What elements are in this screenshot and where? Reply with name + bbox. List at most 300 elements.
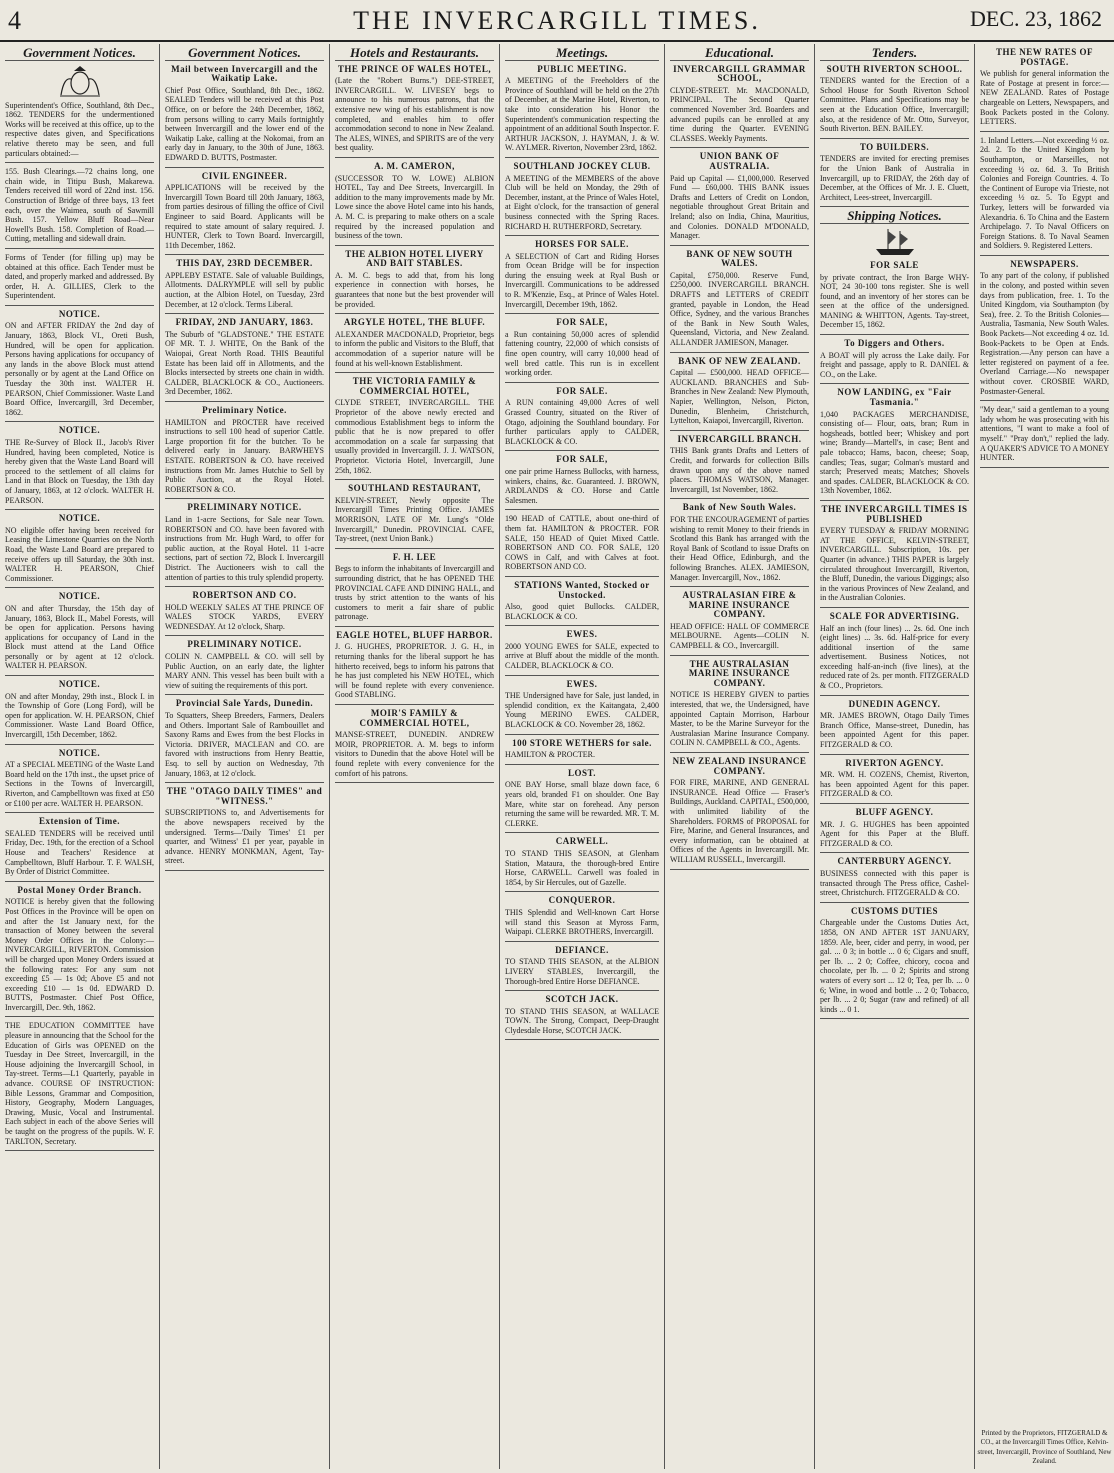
divider [165,635,324,636]
advert-body: (Late the "Robert Burns.") DEE-STREET, INVERCARGILL. W. LIVESEY begs to announce to his numerous patrons, that the extensive new wing of his establishment is now completed, and enables him to offer accommodation second to none in New Zealand. The ALES, WINES, and SPIRITS are of the very best quality. [335,76,494,153]
advert-heading: Provincial Sale Yards, Dunedin. [175,698,314,709]
divider [335,704,494,705]
advert-heading: CANTERBURY AGENCY. [837,856,952,867]
advert-block [165,787,324,871]
divider [820,695,969,696]
divider [980,467,1109,468]
divider [505,832,659,833]
advert-body: Paid up Capital — £1,000,000. Reserved Fund — £60,000. THIS BANK issues Drafts and Letters of Credit on London, negotiable throughout Great Britain and Ireland; also on India, China, Mauritius, and Colonies. DONALD M'DONALD, Manager. [670,173,809,241]
advert-block [505,896,659,941]
divider [820,803,969,804]
advert-heading: Mail between Invercargill and the Waikatip Lake. [171,63,318,84]
divider [5,1016,154,1017]
advert-block [335,631,494,705]
advert-body: A RUN containing 49,000 Acres of well Grassed Country, situated on the River of Otago, adjoining the Southland boundary. For further particulars apply to CALDER, BLACKLOCK & CO. [505,398,659,446]
advert-block [505,318,659,383]
section-heading: Educational. [670,48,809,61]
advert-body: Also, good quiet Bullocks. CALDER, BLACKLOCK & CO. [505,602,659,621]
divider [670,586,809,587]
advert-block [670,152,809,245]
divider [820,206,969,207]
divider [505,675,659,676]
advert-block [505,162,659,236]
advert-body: Begs to inform the inhabitants of Invercargill and surrounding district, that he has OPENED THE PROVINCIAL CAFE AND DINING HALL, and trusts by strict attention to the wants of his customers to merit a fair share of public patronage. [335,564,494,622]
advert-block [5,592,154,676]
advert-block [165,259,324,314]
advert-heading: THE PRINCE OF WALES HOTEL, [337,63,492,74]
advert-body: TENDERS wanted for the Erection of a School House for South Riverton School Committee. Plans and Specifications may be seen at the Education Office, Invercargill; also, at the residence of Mr. Otto, Surveyor, South Riverton. BEN. BAILEY. [820,76,969,134]
advert-body: 155. Bush Clearings.—72 chains long, one chain wide, in Titipu Bush, Makarewa. Tenders received till word of 22nd inst. 156. Construction of Bridge of three bays, 13 feet each, over the Waimea, south of Sawmill Bush. 157. Yellow Bluff Road—Near Howell's Bush. 158. Completion of Road.—Cutting, metalling and sidewall drain. [5,167,154,244]
notice-list [5,101,154,1152]
divider [165,694,324,695]
divider [980,255,1109,256]
divider [820,1018,969,1019]
section-heading: Shipping Notices. [820,211,969,224]
divider [5,881,154,882]
section-heading: Hotels and Restaurants. [335,48,494,61]
advert-heading: BANK OF NEW ZEALAND. [678,355,801,366]
advert-heading: Extension of Time. [39,816,120,827]
advert-heading: MOIR'S FAMILY & COMMERCIAL HOTEL, [359,708,470,728]
advert-heading: ROBERTSON AND CO. [192,590,297,601]
divider [165,782,324,783]
advert-heading: STATIONS Wanted, Stocked or Unstocked. [514,579,650,600]
advert-body: APPLEBY ESTATE. Sale of valuable Buildings, Allotments. DALRYMPLE will sell by public auction, at the Albion Hotel, on Tuesday, 23rd December, at 12 o'clock. Terms Liberal. [165,270,324,309]
divider [505,576,659,577]
advert-block [165,172,324,256]
advert-block [5,167,154,249]
advert-block [5,680,154,745]
advert-heading: EAGLE HOTEL, BLUFF HARBOR. [336,629,493,640]
advert-heading: AUSTRALASIAN FIRE & MARINE INSURANCE COMPANY. [682,590,797,620]
advert-block [165,65,324,168]
divider [505,990,659,991]
advert-heading: EWES. [566,629,598,640]
advert-block [820,65,969,139]
divider [165,498,324,499]
advert-body: The Suburb of "GLADSTONE." THE ESTATE OF MR. T. J. WHITE, On the Bank of the Waiopai, Great North Road. THIS Beautiful Estate has been laid off in Allotments, and the Blocks intersected by streets one chain in width. CALDER, BLACKLOCK & CO., Auctioneers. 3rd December, 1862. [165,329,324,397]
advert-heading: ARGYLE HOTEL, THE BLUFF. [343,317,486,328]
advert-body: Superintendent's Office, Southland, 8th Dec., 1862. TENDERS for the undermentioned Works will be received at this office, up to the respective dates given, and Specifications relative thereto may be seen, and full particulars obtained:— [5,100,154,158]
advert-heading: F. H. LEE [392,551,437,562]
divider [165,870,324,871]
advert-block [335,553,494,627]
advert-body: SUBSCRIPTIONS to, and Advertisements for the above newspapers received by the undersigned. Terms—'Daily Times' £1 per quarter, and 'Witness' £1 per year, payable in advance. HENRY MONKMAN, Agent, Tay-street. [165,808,324,866]
divider [165,254,324,255]
advert-body: A SELECTION of Cart and Riding Horses from Ocean Bridge will be for inspection during the ensuing week at Ryal Bush or Invercargill. Communications to be addressed to R. M'Kenzie, Esq., at Prince of Wales Hotel. Invercargill, December 19th, 1862. [505,251,659,309]
divider [335,313,494,314]
advert-body: THIS Splendid and Well-known Cart Horse will stand this Season at Myross Farm, Waipapi. CLERKE BROTHERS, Invercargill. [505,907,659,937]
divider [820,902,969,903]
divider [670,869,809,870]
advert-block [820,143,969,208]
advert-block [820,612,969,696]
advert-body: 2000 YOUNG EWES for SALE, expected to arrive at Bluff about the middle of the month. CALDER, BLACKLOCK & CO. [505,641,659,671]
advert-heading: INVERCARGILL BRANCH. [677,433,802,444]
advert-body: TO STAND THIS SEASON, at Glenham Station, Mataura, the thorough-bred Entire Horse, CARWELL. Carwell was foaled in 1854, by Sir Hercules, out of Gazelle. [505,848,659,887]
divider [5,812,154,813]
divider [820,754,969,755]
advert-body: ONE BAY Horse, small blaze down face, 6 years old, branded F1 on shoulder. One Bay Mare, white star on forehead. Any person returning the same will be rewarded. MR. T. M. CLERKE. [505,780,659,828]
advert-block [335,377,494,480]
advert-block [505,995,659,1040]
divider [335,548,494,549]
columns [0,44,1114,1473]
advert-block [335,709,494,783]
advert-heading: 100 STORE WETHERS for sale. [512,737,652,748]
divider [505,235,659,236]
advert-block [165,640,324,695]
advert-heading: PRELIMINARY NOTICE. [187,502,302,513]
divider [505,941,659,942]
section-heading: Tenders. [820,48,969,61]
advert-heading: SOUTHLAND JOCKEY CLUB. [513,160,651,171]
advert-body: ON and after Monday, 29th inst., Block I. in the Township of Gore (Long Ford), will be open for application. W. H. PEARSON, Chief Commissioner. Waste Land Board Office, Invercargill, 15th December, 1862. [5,691,154,740]
advert-body: APPLICATIONS will be received by the Invercargill Town Board till 20th January, 1863, from parties desirous of filling the office of Civil Engineer to said Board. Applicants will be required to state amount of salary required. J. HUNTER, Clerk to Town Board. Invercargill, 11th December, 1862. [165,183,324,250]
divider [505,764,659,765]
advert-body: Capital, £750,000. Reserve Fund, £250,000. INVERCARGILL BRANCH. DRAFTS and LETTERS of CREDIT granted, payable in London, the Head Office, Sydney, and the various Branches of the Bank in New South Wales, Queensland, Victoria, and New Zealand. ALLANDER JAMIESON, Manager. [670,270,809,348]
advert-body: Land in 1-acre Sections, for Sale near Town. ROBERTSON and CO. have been favored with instructions from Mr. Hugh Ward, to offer for public auction, at the Royal Hotel. 11 1-acre sections, part of section 72, Block I. Invercargill District. The Auctioneers wish to call the attention of parties to this truly splendid property. [165,514,324,582]
advert-heading: CARWELL. [555,836,609,847]
divider [5,421,154,422]
advert-body: NOTICE IS HEREBY GIVEN to parties interested, that we, the Undersigned, have appointed Captain Morrison, Harbour Master, to be the Marine Surveyor for the Australasian Marine Insurance Company. COLIN N. CAMPBELL & CO., Agents. [670,690,809,748]
advert-block [5,886,154,1018]
advert-block [165,406,324,499]
advert-heading: UNION BANK OF AUSTRALIA. [699,151,780,171]
advert-heading: NOTICE. [58,425,101,436]
advert-body: To Squatters, Sheep Breeders, Farmers, Dealers and Others. Important Sale of Rambouillet and Saxony Rams and Ewes from the best Flocks in Victoria. DRIVER, MACLEAN and CO. are favored with instructions from Henry Beattie, Esq. to sell by auction on Wednesday, 7th January, 1863, at 12 o'clock. [165,711,324,778]
divider [505,1039,659,1040]
section-heading: Government Notices. [165,48,324,61]
advert-body: A MEETING of the MEMBERS of the above Club will be held on Monday, the 29th of December, instant, at the Prince of Wales Hotel, at Eight o'clock, for the transaction of general business connected with the Spring Races. RICHARD H. RUTHERFORD, Secretary. [505,173,659,231]
divider [670,147,809,148]
advert-heading: TO BUILDERS. [859,141,930,152]
advert-heading: Bank of New South Wales. [682,502,797,513]
advert-heading: CUSTOMS DUTIES [850,905,939,916]
advert-block [5,817,154,882]
advert-heading: LOST. [567,767,597,778]
column-7 [975,44,1114,1469]
advert-heading: Postal Money Order Branch. [17,884,142,895]
advert-heading: THE NEW RATES OF POSTAGE. [996,47,1093,67]
advert-block [5,1021,154,1151]
advert-body: HAMILTON & PROCTER. [505,750,596,760]
advert-list [820,261,969,1019]
advert-heading: NOTICE. [58,591,101,602]
divider [5,675,154,676]
advert-body: HAMILTON and PROCTER have received instructions to sell 100 head of superior Cattle. Large proportion fit for the butcher. To be delivered early in January. BARWHEYS ESTATE. ROBERTSON & CO. have received instructions from Mr. James Hutchie to Sell by Public Auction, at the Royal Hotel. ROBERTSON & CO. [165,417,324,494]
divider [820,852,969,853]
advert-heading: CIVIL ENGINEER. [201,170,288,181]
divider [505,313,659,314]
issue-date: DEC. 23, 1862 [970,6,1102,31]
advert-body: 190 HEAD of CATTLE, about one-third of them fat. HAMILTON & PROCTER. FOR SALE, 150 HEAD of Quiet Mixed Cattle. ROBERTSON AND CO. FOR SALE, 120 COWS in Calf, and with Calves at foot. ROBERTSON AND CO. [505,514,659,572]
advert-body: TO STAND THIS SEASON, at WALLACE TOWN. The Strong, Compact, Deep-Draught Clydesdale Horse, SCOTCH JACK. [505,1006,659,1035]
advert-block [165,591,324,636]
advert-heading: THE ALBION HOTEL LIVERY AND BAIT STABLES. [345,248,484,269]
advert-heading: HORSES FOR SALE. [535,239,629,250]
advert-block [5,426,154,510]
advert-body: by private contract, the Iron Barge WHY-NOT, 24 30-100 tons register. She is well found, and an inventory of her stores can be seen at the office of the undersigned. MANING & WHITTON, Agents. Tay-street, December 15, 1862. [820,272,969,330]
advert-block [335,318,494,373]
divider [670,752,809,753]
divider [5,162,154,163]
advert-block [505,837,659,892]
advert-block [5,253,154,306]
advert-heading: SOUTH RIVERTON SCHOOL. [826,63,963,74]
advert-list [670,65,809,870]
notice-list [165,65,324,871]
advert-heading: DUNEDIN AGENCY. [848,698,941,709]
divider [820,500,969,501]
divider [505,625,659,626]
advert-heading: BLUFF AGENCY. [855,807,934,817]
advert-heading: NOW LANDING, ex "Fair Tasmania." [837,387,952,408]
advert-block [505,946,659,991]
divider [165,586,324,587]
divider [5,1150,154,1151]
advert-body: SEALED TENDERS will be received until Friday, Dec. 19th, for the erection of a School House and Teachers' Residence at Campbelltown, Bluff Harbour. T. F. WALSH, By Order of District Committee. [5,828,154,877]
advert-block [505,680,659,735]
advert-block [5,101,154,164]
advert-body: MR. WM. H. COZENS, Chemist, Riverton, has been appointed Agent for this paper. FITZGERALD & CO. [820,770,969,799]
divider [335,245,494,246]
divider [820,607,969,608]
advert-block [670,591,809,656]
divider [670,655,809,656]
advert-block [980,136,1109,256]
advert-block [505,65,659,158]
advert-block [670,435,809,500]
advert-block [335,65,494,158]
advert-body: THIS Bank grants Drafts and Letters of Credit, and forwards for collection Bills drawn upon any of the above named places. THOMAS WATSON, Manager. Invercargill, 1st November, 1862. [670,446,809,494]
advert-block [670,250,809,353]
column-3 [330,44,500,1469]
advert-block [505,240,659,314]
advert-body: A MEETING of the Freeholders of the Province of Southland will be held on the 27th of December, at the Marine Hotel, Riverton, to take into consideration his Honor the Superintendent's communication respecting the appointment of an additional South Inspector. F. ARTHUR JACKSON, J. HAYMAN, J. & W. W. AYLMER. Riverton, November 23rd, 1862. [505,76,660,153]
newspaper-title: THE INVERCARGILL TIMES. [353,6,761,35]
advert-body: COLIN N. CAMPBELL & CO. will sell by Public Auction, on an early date, the lighter MARY ANN. This vessel has been built with a view of suiting the requirements of this port. [165,652,324,690]
divider [980,400,1109,401]
advert-heading: THE "OTAGO DAILY TIMES" and "WITNESS." [166,786,323,806]
divider [820,383,969,384]
advert-body: MR. J. G. HUGHES has been appointed Agent for this Paper at the Bluff. FITZGERALD & CO. [820,819,969,848]
divider [5,509,154,510]
advert-heading: NEW ZEALAND INSURANCE COMPANY. [672,756,807,776]
advert-body: a Run containing 50,000 acres of splendid fattening country, 22,000 of which consists of fine open country, will carry 10,000 head of well bred cattle. This run is in excellent working order. [505,329,659,378]
advert-body: BUSINESS connected with this paper is transacted through The Press office, Cashel-street, Christchurch. FITZGERALD & CO. [820,868,969,898]
advert-heading: FOR SALE. [556,385,608,396]
advert-body: KELVIN-STREET, Newly opposite The Invercargill Times Printing Office. JAMES MORRISON, LATE OF Mr. Lung's "Olde Invercargill," Dunedin. PROVINCIAL CAFE, Tay-street, (next Union Bank.) [335,495,494,544]
advert-block [5,310,154,423]
advert-body: FOR THE ENCOURAGEMENT of parties wishing to remit Money to their friends in Scotland this Bank has arranged with the Royal Bank of Scotland to issue Drafts on their Head Office, Edinburgh, and the following Branches. ALEX. JAMIESON, Manager. Invercargill, Nov., 1862. [670,514,809,582]
advert-heading: A. M. CAMERON, [374,160,455,171]
advert-body: ON and after Thursday, the 15th day of January, 1863, Block II., Mabel Forests, will be open for application. Persons having applications for occupancy of Land in the Block must attend at the Land Office personally or by agent at 12 o'clock. WALTER H. PEARSON. [5,603,154,671]
divider [505,450,659,451]
advert-body: THE EDUCATION COMMITTEE have pleasure in announcing that the School for the Education of Girls was OPENED on the Tuesday in Dee Street, Invercargill, in the House adjoining the Invercargill School, in Tay-street. Terms—L1 Quarterly, payable in advance. COURSE OF INSTRUCTION: Bible Lessons, Grammar and Composition, History, Geography, Modern Languages, Drawing, Music, Vocal and Instrumental. Each subject in each of the above Series will be taught on the progress of the pupils. W. F. TARLTON, Secretary. [5,1021,154,1146]
advert-block [5,749,154,814]
advert-block [820,261,969,335]
advert-block [505,387,659,452]
divider [670,352,809,353]
advert-heading: SCOTCH JACK. [545,994,619,1005]
column-4 [500,44,665,1469]
divider [5,744,154,745]
advert-block [165,503,324,587]
advert-block [820,808,969,853]
advert-heading: EWES. [566,678,598,689]
advert-heading: THE VICTORIA FAMILY & COMMERCIAL HOTEL, [352,376,477,396]
column-2 [160,44,330,1469]
advert-heading: NOTICE. [58,513,101,524]
advert-block [670,65,809,149]
advert-body: ON and AFTER FRIDAY the 2nd day of January, 1863, Block VI., Oreti Bush, Hundred, will be open for application. Persons having applications for occupancy of any lands in the above Block must attend personally or by agent at the Land Office on Tuesday the 30th inst. WALTER H. PEARSON, Chief Commissioner. Waste Land Board Office, Invercargill, 3rd December, 1862. [5,321,154,417]
advert-body: Half an inch (four lines) ... 2s. 6d. One inch (eight lines) ... 3s. 6d. Half-price for every additional insertion of the same advertisement. Business Notices, not exceeding half-an-inch (five lines), at the reduced rate of 2s. per month. FITZGERALD & CO., Proprietors. [820,623,969,691]
divider [165,167,324,168]
advert-block [670,357,809,431]
advert-block [505,739,659,765]
advert-body: TO STAND THIS SEASON, at the ALBION LIVERY STABLES, Invercargill, the Thorough-bred Entire Horse DEFIANCE. [505,957,659,986]
advert-block [670,757,809,870]
advert-body: THE Re-Survey of Block II., Jacob's River Hundred, having been completed, Notice is hereby given that the Waste Land Board will proceed to the settlement of all claims for Land in that Block on Tuesday, the 13th day of January, 1863, at 12 o'clock. WALTER H. PEARSON. [5,438,154,505]
printer-imprint: Printed by the Proprietors, FITZGERALD & CO., at the Invercargill Times Office, Kelvin-street, Invercargill, Province of Southland, New Zealand. [977,1428,1112,1466]
section-heading: Government Notices. [5,48,154,61]
divider [335,372,494,373]
advert-heading: BANK OF NEW SOUTH WALES. [686,248,793,269]
advert-body: MANSE-STREET, DUNEDIN. ANDREW MOIR, PROPRIETOR. A. M. begs to inform visitors to Dunedin that the above Hotel will be found replete with every convenience for the comfort of his patrons. [335,730,494,778]
advert-heading: RIVERTON AGENCY. [845,757,944,768]
advert-block [820,907,969,1020]
advert-heading: NOTICE. [58,679,101,690]
advert-heading: DEFIANCE. [555,944,609,955]
advert-heading: CONQUEROR. [548,895,616,906]
advert-body: A. M. C. begs to add that, from his long experience in connection with horses, he guarantees that none but the best provender will be provided. [335,270,494,309]
advert-list [820,65,969,208]
advert-body: Chargeable under the Customs Duties Act, 1858, ON AND AFTER 1ST JANUARY, 1859. Ale, beer, cider and perry, in wood, per gal. ... 0 3; in bottle ... 0 6; Cigars and snuff, per lb. ... 2 0; Coffee, chicory, cocoa and chocolate, per lb. ... 0 2; Spirits and strong waters of every sort ... 12 0; Tea, per lb. ... 0 6; Wine, in wood and bottle ... 2 0; Tobacco, per lb. ... 2 0; Sugar (raw and refined) of all kinds ... 0 1. [820,918,969,1014]
advert-block [820,700,969,755]
advert-body: J. G. HUGHES, PROPRIETOR. J. G. H., in returning thanks for the liberal support he has hitherto received, begs to inform his patrons that he has just completed his NEW HOTEL, which will be found replete with every convenience. Good STABLING. [335,642,494,700]
advert-body: Forms of Tender (for filling up) may be obtained at this office. Each Tender must be dated, and properly marked and addressed. By order, H. A. GILLIES, Clerk to the Superintendent. [5,252,154,301]
advert-body: NO eligible offer having been received for Leasing the Limestone Quarries on the North Road, the Waste Land Board are prepared to receive offers up till Saturday, the 30th inst. WALTER H. PEARSON, Chief Commissioner. [5,525,154,583]
divider [165,401,324,402]
advert-body: THE Undersigned have for Sale, just landed, in splendid condition, ex the Kaitangata, 2,400 Young MERINO EWES. CALDER, BLACKLOCK & CO. November 28, 1862. [505,691,659,730]
advert-body: CLYDE-STREET. Mr. MACDONALD, PRINCIPAL. The Second Quarter commenced November 3rd. Boarders and advanced pupils can be enrolled at any time during the Quarter. EVENING CLASSES. Weekly Payments. [670,85,809,143]
advert-body: 1,040 PACKAGES MERCHANDISE, consisting of— Flour, oats, bran; Rum in hogsheads, bottled beer; Whiskey and port wine; Brandy—Martell's, in case; Bent and pale tobacco; Hams, bacon, cheese; Soap, candles; Teas, sugar; Colman's mustard and starch; Preserved meats; Matches; Shovels and spades. CALDER, BLACKLOCK & CO. 13th November, 1862. [820,409,969,496]
advert-list [335,65,494,784]
advert-block [820,339,969,384]
divider [505,509,659,510]
advert-block [670,660,809,753]
advert-heading: THIS DAY, 23RD DECEMBER. [176,258,313,269]
advert-body: MR. JAMES BROWN, Otago Daily Times Branch Office, Manse-street, Dunedin, has been appointed Agent for this paper. FITZGERALD & CO. [820,711,969,750]
advert-body: We publish for general information the Rate of Postage at present in force:— NEW ZEALAND. Rates of Postage chargeable on Letters, Newspapers, and Book Packets posted in the Colony. LETTERS. [980,69,1109,127]
advert-body: 1. Inland Letters.—Not exceeding ½ oz. 2d. 2. To the United Kingdom by Southampton, or Marseilles, not exceeding ½ oz. 6d. 3. To British Colonies and Foreign Countries. 4. To the Continent of Europe via Trieste, not exceeding ½ oz. 5. To Egypt and Turkey, letters will be forwarded via Alexandria. 6. To China and the Eastern Archipelago. 7. To Naval Officers on Foreign Stations. 8. To Naval Seamen and Soldiers. 9. Registered Letters. [980,135,1109,251]
divider [670,430,809,431]
divider [5,587,154,588]
section-heading: Meetings. [505,48,659,61]
advert-heading: PUBLIC MEETING. [537,63,627,74]
divider [5,305,154,306]
masthead [0,0,1114,42]
divider [820,334,969,335]
advert-heading: THE INVERCARGILL TIMES IS PUBLISHED [821,503,968,524]
advert-block [165,699,324,783]
advert-block [980,405,1109,468]
divider [820,138,969,139]
advert-heading: PRELIMINARY NOTICE. [187,639,302,650]
advert-body: (SUCCESSOR TO W. LOWE) ALBION HOTEL, Tay and Dee Streets, Invercargill. In addition to the many improvements made by Mr. Lowe since the above Hotel came into his hands, A. M. C. is preparing to make others on a scale required by the increased population and business of the town. [335,173,494,241]
advert-block [505,769,659,834]
divider [670,245,809,246]
advert-heading: To Diggers and Others. [844,338,945,349]
advert-heading: SOUTHLAND RESTAURANT, [348,483,481,494]
advert-block [670,503,809,587]
advert-body: Capital — £500,000. HEAD OFFICE—AUCKLAND. BRANCHES and Sub-Branches in New Zealand: New Plymouth, Napier, Wellington, Nelson, Picton, Dunedin, Blenheim, Christchurch, Lyttelton, Kaiapoi, Invercargill, Riverton. [670,368,809,426]
advert-body: FOR FIRE, MARINE, AND GENERAL INSURANCE. Head Office — Fraser's Buildings, Auckland. CAPITAL, £500,000, with unlimited liability of the Shareholders. FORMS of PROPOSAL for Fire, Marine, and General Insurances, and every information, can be obtained at Offices of the Agents in Invercargill. Mr. WILLIAM RUSSELL, Invercargill. [670,778,809,864]
advert-body: ALEXANDER MACDONALD, Proprietor, begs to inform the public and Visitors to the Bluff, that accommodation of a superior nature will be found at his well-known Establishment. [335,329,494,368]
divider [505,891,659,892]
advert-body: "My dear," said a gentleman to a young lady whom he was prosecuting with his attentions, "I want to make a fool of myself." "Pray don't," replied the lady. A QUAKER'S ADVICE TO A MONEY HUNTER. [980,405,1109,463]
advert-heading: SCALE FOR ADVERTISING. [829,610,960,621]
column-1 [0,44,160,1469]
advert-block [820,759,969,804]
divider [505,734,659,735]
advert-block [820,857,969,902]
advert-block [820,388,969,501]
advert-block [820,505,969,608]
advert-body: Chief Post Office, Southland, 8th Dec., 1862. SEALED Tenders will be received at this Post Office, on or before the 24th December, 1862, from persons willing to carry Mails fortnightly between Invercargill and the lower end of the Waikatip Lake, calling at the Nokomai, from an early day in January, to the 30th of June, 1863. EDWARD D. BUTTS, Postmaster. [165,85,324,162]
advert-heading: THE AUSTRALASIAN MARINE INSURANCE COMPANY. [688,658,791,688]
page-number: 4 [8,6,21,35]
advert-heading: FRIDAY, 2ND JANUARY, 1863. [175,317,314,328]
advert-heading: NEWSPAPERS. [1010,258,1079,269]
divider [670,498,809,499]
advert-block [335,484,494,549]
notice-list [980,48,1109,468]
advert-list [505,65,659,1041]
advert-block [165,318,324,402]
advert-body: NOTICE is hereby given that the following Post Offices in the Province will be open on and after the 1st January next, for the transaction of Money between the several Money Order Offices in the Colony:— INVERCARGILL, RIVERTON. Commission will be charged upon Money Orders issued at the following rates: For any sum not exceeding £5 — 1s 0d; Above £5 and not exceeding £10 — 1s 0d. EDWARD D. BUTTS, Postmaster. Chief Post Office, Invercargill, Dec. 9th, 1862. [5,897,154,1012]
advert-heading: FOR SALE, [556,317,608,328]
advert-block [505,455,659,510]
advert-body: TENDERS are invited for erecting premises for the Union Bank of Australia in Invercargill, up to FRIDAY, the 26th day of December, at the Offices of Mr. J. E. Cluett, Architect, Lees-street, Invercargill. [820,154,969,202]
divider [505,382,659,383]
advert-block [335,250,494,315]
advert-block [335,162,494,246]
advert-heading: Preliminary Notice. [202,405,287,415]
advert-block [505,581,659,626]
advert-body: EVERY TUESDAY & FRIDAY MORNING AT THE OFFICE, KELVIN-STREET, INVERCARGILL. Subscription, 10s. per Quarter (in advance.) THIS PAPER is largely circulated throughout Invercargill, Riverton, the Bluff, Dunedin, the various Diggings; also in the various Provinces of New Zealand, and in the Australian Colonies. [820,526,969,603]
advert-heading: FOR SALE, [556,454,608,465]
divider [335,782,494,783]
advert-block [980,48,1109,132]
advert-block [980,260,1109,401]
divider [165,313,324,314]
advert-body: A BOAT will ply across the Lake daily. For freight and passage, apply to R. DANIEL & CO., on the Lake. [820,350,969,379]
advert-body: one pair prime Harness Bullocks, with harness, winkers, chains, &c. Guaranteed. J. BROWN, ARDLANDS & CO. Horse and Cattle Salesmen. [505,466,659,505]
divider [980,131,1109,132]
advert-heading: FOR SALE [870,259,919,270]
column-5 [665,44,815,1469]
advert-body: HOLD WEEKLY SALES AT THE PRINCE OF WALES STOCK YARDS, EVERY WEDNESDAY. At 12 o'clock, Sharp. [165,602,324,631]
advert-body: CLYDE STREET, INVERCARGILL. THE Proprietor of the above newly erected and commodious Establishment begs to inform the public that he is now prepared to offer accommodation on a scale far surpassing that usually provided in Invercargill. J. J. WATSON, Proprietor. Victoria Hotel, Invercargill, June 25th, 1862. [335,398,494,475]
sailing-ship-icon [872,227,918,257]
advert-block [505,630,659,675]
advert-heading: NOTICE. [58,308,101,319]
divider [335,157,494,158]
advert-block [5,514,154,588]
advert-body: To any part of the colony, if published in the colony, and posted within seven days from publication, free. 1. To the United Kingdom, via Southampton (by Sea), free. 2. To the British Colonies—Australia, Tasmania, New South Wales. Book Packets—Not exceeding 4 oz. 1d. Book-Packets to be Open at Ends. Registration.—Any person can have a letter registered on payment of a fee. Overland Carriage.—No newspaper without cover. CROSBIE WARD, Postmaster-General. [980,271,1109,396]
